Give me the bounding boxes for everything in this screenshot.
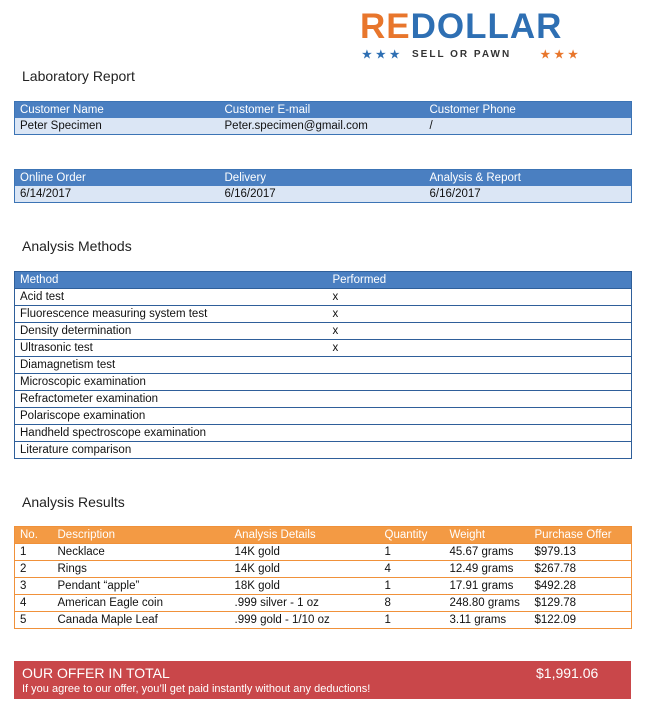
method-name: Ultrasonic test: [15, 340, 328, 357]
page-title: Laboratory Report: [22, 68, 135, 84]
result-details: 14K gold: [230, 544, 380, 561]
result-row: [15, 561, 632, 578]
result-description: Pendant “apple”: [53, 578, 230, 595]
result-weight: 17.91 grams: [445, 578, 530, 595]
method-row: [15, 425, 632, 442]
logo-part-re: RE: [360, 7, 411, 46]
method-performed: x: [328, 289, 632, 306]
stars-right-icon: ★★★: [540, 49, 582, 61]
method-row: [15, 442, 632, 459]
result-no: 1: [15, 544, 53, 561]
header-weight: Weight: [445, 527, 530, 544]
analysis-methods-table: [14, 271, 632, 459]
customer-row: [15, 118, 632, 135]
result-no: 4: [15, 595, 53, 612]
result-quantity: 1: [380, 544, 445, 561]
header-performed: Performed: [328, 272, 632, 289]
offer-subtitle: If you agree to our offer, you’ll get paid instantly without any deductions!: [22, 683, 371, 695]
analysis-report-date: 6/16/2017: [425, 186, 632, 203]
result-details: .999 gold - 1/10 oz: [230, 612, 380, 629]
logo-tagline-row: [360, 48, 582, 64]
customer-name: Peter Specimen: [15, 118, 220, 135]
result-row: [15, 578, 632, 595]
result-no: 2: [15, 561, 53, 578]
method-name: Literature comparison: [15, 442, 328, 459]
logo-tagline: SELL OR PAWN: [412, 49, 512, 60]
header-customer-email: Customer E-mail: [220, 102, 425, 119]
method-performed: [328, 357, 632, 374]
result-description: American Eagle coin: [53, 595, 230, 612]
result-description: Rings: [53, 561, 230, 578]
header-delivery: Delivery: [220, 170, 425, 187]
result-quantity: 1: [380, 578, 445, 595]
method-performed: x: [328, 306, 632, 323]
method-name: Microscopic examination: [15, 374, 328, 391]
logo-wordmark: [360, 8, 562, 46]
method-performed: [328, 425, 632, 442]
stars-left-icon: ★★★: [362, 49, 404, 61]
method-performed: [328, 391, 632, 408]
method-name: Handheld spectroscope examination: [15, 425, 328, 442]
header-quantity: Quantity: [380, 527, 445, 544]
result-row: [15, 544, 632, 561]
result-weight: 45.67 grams: [445, 544, 530, 561]
header-online-order: Online Order: [15, 170, 220, 187]
result-no: 3: [15, 578, 53, 595]
delivery-date: 6/16/2017: [220, 186, 425, 203]
result-quantity: 8: [380, 595, 445, 612]
result-weight: 12.49 grams: [445, 561, 530, 578]
order-dates-table: [14, 169, 632, 203]
result-row: [15, 595, 632, 612]
results-header-row: [15, 527, 632, 544]
method-row: [15, 357, 632, 374]
method-name: Refractometer examination: [15, 391, 328, 408]
method-performed: [328, 442, 632, 459]
header-no: No.: [15, 527, 53, 544]
analysis-results-heading: Analysis Results: [22, 494, 125, 510]
order-row: [15, 186, 632, 203]
method-performed: [328, 374, 632, 391]
result-offer: $492.28: [530, 578, 632, 595]
method-row: [15, 289, 632, 306]
method-performed: x: [328, 340, 632, 357]
header-customer-phone: Customer Phone: [425, 102, 632, 119]
method-row: [15, 374, 632, 391]
methods-header-row: [15, 272, 632, 289]
redollar-logo: [360, 8, 590, 64]
logo-part-dollar: DOLLAR: [410, 7, 563, 46]
result-offer: $122.09: [530, 612, 632, 629]
analysis-methods-heading: Analysis Methods: [22, 238, 132, 254]
header-analysis-report: Analysis & Report: [425, 170, 632, 187]
result-offer: $267.78: [530, 561, 632, 578]
header-customer-name: Customer Name: [15, 102, 220, 119]
customer-table: [14, 101, 632, 135]
online-order-date: 6/14/2017: [15, 186, 220, 203]
header-description: Description: [53, 527, 230, 544]
method-name: Density determination: [15, 323, 328, 340]
order-header-row: [15, 170, 632, 187]
offer-banner: [14, 661, 631, 699]
offer-total: $1,991.06: [536, 665, 599, 681]
method-row: [15, 323, 632, 340]
method-name: Polariscope examination: [15, 408, 328, 425]
customer-phone: /: [425, 118, 632, 135]
customer-header-row: [15, 102, 632, 119]
result-offer: $129.78: [530, 595, 632, 612]
analysis-results-table: [14, 526, 632, 629]
result-details: .999 silver - 1 oz: [230, 595, 380, 612]
method-row: [15, 340, 632, 357]
result-quantity: 1: [380, 612, 445, 629]
result-details: 14K gold: [230, 561, 380, 578]
result-weight: 248.80 grams: [445, 595, 530, 612]
header-analysis-details: Analysis Details: [230, 527, 380, 544]
method-performed: x: [328, 323, 632, 340]
method-row: [15, 306, 632, 323]
header-method: Method: [15, 272, 328, 289]
method-name: Diamagnetism test: [15, 357, 328, 374]
method-name: Acid test: [15, 289, 328, 306]
method-row: [15, 408, 632, 425]
result-weight: 3.11 grams: [445, 612, 530, 629]
result-no: 5: [15, 612, 53, 629]
result-row: [15, 612, 632, 629]
method-row: [15, 391, 632, 408]
customer-email: Peter.specimen@gmail.com: [220, 118, 425, 135]
result-description: Canada Maple Leaf: [53, 612, 230, 629]
offer-title: OUR OFFER IN TOTAL: [22, 665, 170, 681]
result-quantity: 4: [380, 561, 445, 578]
method-name: Fluorescence measuring system test: [15, 306, 328, 323]
method-performed: [328, 408, 632, 425]
result-details: 18K gold: [230, 578, 380, 595]
result-description: Necklace: [53, 544, 230, 561]
result-offer: $979.13: [530, 544, 632, 561]
header-purchase-offer: Purchase Offer: [530, 527, 632, 544]
